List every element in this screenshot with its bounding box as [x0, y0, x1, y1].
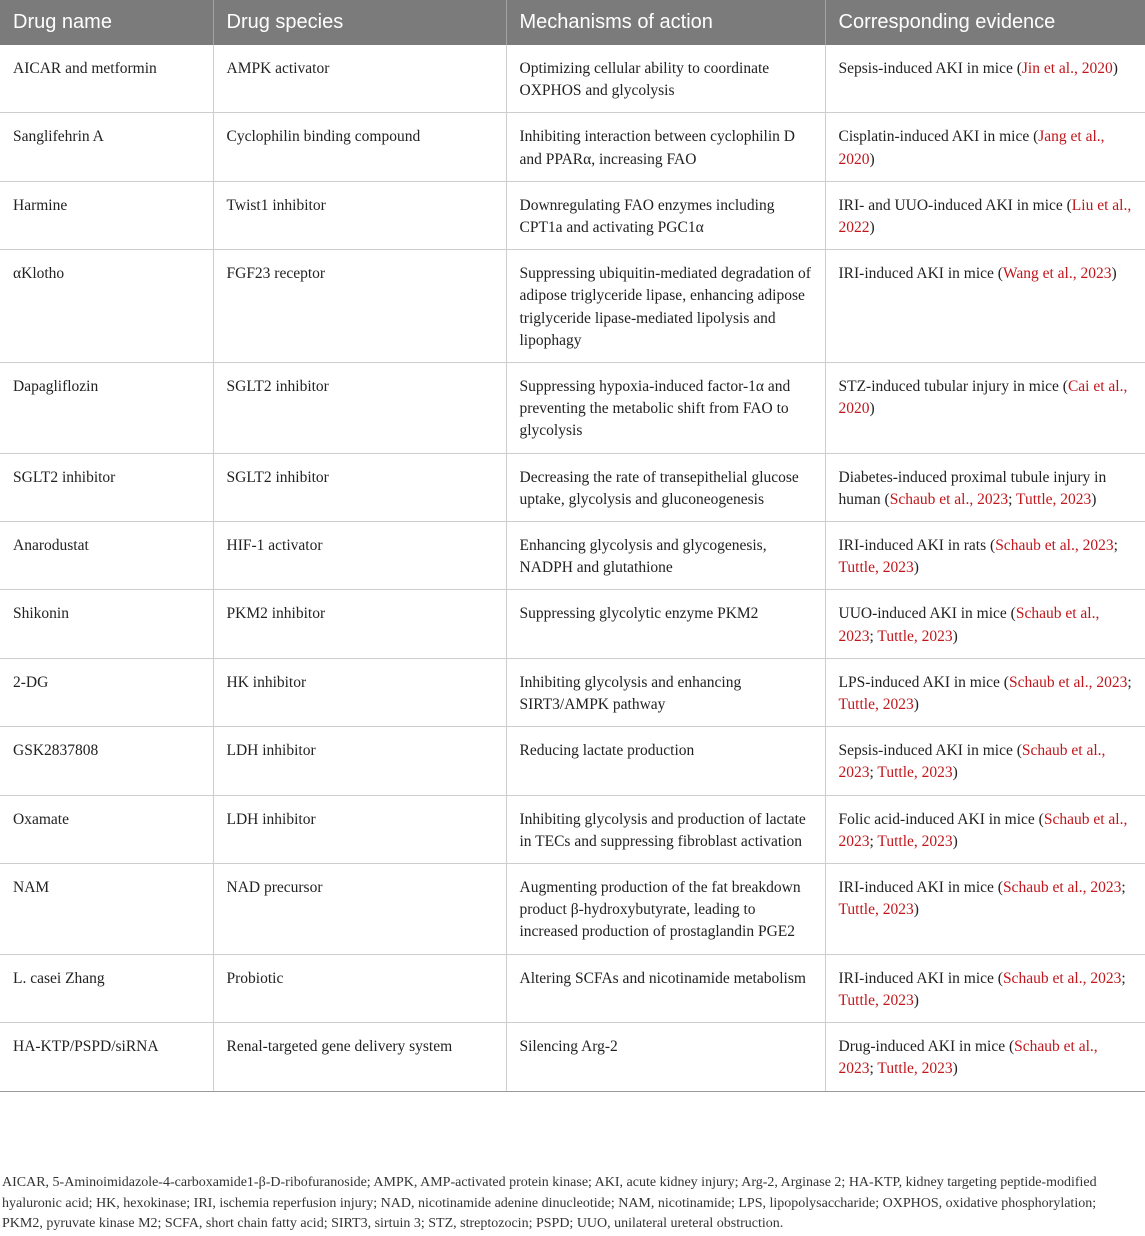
reference-link[interactable]: Schaub et al., 2023 [995, 537, 1114, 555]
evidence-text: ; [869, 764, 878, 782]
evidence-text: ) [869, 400, 875, 418]
cell-drug-species: AMPK activator [213, 45, 506, 113]
cell-drug-species: LDH inhibitor [213, 795, 506, 863]
evidence-text: Diabetes-induced proximal tubule injury in human ( [838, 468, 1107, 508]
cell-mechanism: Suppressing ubiquitin-mediated degradation of adipose triglyceride lipase, enhancing adipose triglyceride lipase-mediated lipolysis and lipophagy [506, 250, 825, 363]
evidence-text: ) [913, 696, 919, 714]
evidence-text: IRI-induced AKI in rats ( [838, 537, 996, 555]
evidence-text: ) [952, 764, 958, 782]
table-row [0, 1023, 1145, 1091]
cell-drug-name: Oxamate [0, 795, 213, 863]
cell-evidence [825, 453, 1145, 521]
reference-link[interactable]: Schaub et al., 2023 [838, 810, 1128, 850]
evidence-text: ) [952, 627, 958, 645]
reference-link[interactable]: Tuttle, 2023 [838, 559, 914, 577]
cell-mechanism: Inhibiting glycolysis and enhancing SIRT3/AMPK pathway [506, 658, 825, 726]
evidence-text: ; [869, 1060, 878, 1078]
cell-drug-species: NAD precursor [213, 864, 506, 955]
cell-drug-species: SGLT2 inhibitor [213, 453, 506, 521]
reference-link[interactable]: Schaub et al., 2023 [838, 605, 1100, 645]
evidence-text: ) [1112, 60, 1118, 77]
evidence-text: ; [1008, 490, 1017, 508]
cell-drug-name: GSK2837808 [0, 727, 213, 795]
cell-mechanism: Inhibiting interaction between cyclophilin D and PPARα, increasing FAO [506, 113, 825, 181]
reference-link[interactable]: Schaub et al., 2023 [838, 742, 1106, 782]
evidence-text: ; [1127, 673, 1132, 691]
cell-evidence [825, 1023, 1145, 1091]
cell-mechanism: Decreasing the rate of transepithelial glucose uptake, glycolysis and gluconeogenesis [506, 453, 825, 521]
cell-drug-species: Renal-targeted gene delivery system [213, 1023, 506, 1091]
evidence-text: ; [869, 627, 878, 645]
table-row [0, 658, 1145, 726]
evidence-text: Sepsis-induced AKI in mice ( [838, 742, 1022, 760]
reference-link[interactable]: Tuttle, 2023 [877, 832, 953, 850]
cell-mechanism: Suppressing glycolytic enzyme PKM2 [506, 590, 825, 658]
reference-link[interactable]: Tuttle, 2023 [877, 764, 953, 782]
cell-drug-name: Anarodustat [0, 522, 213, 590]
evidence-text: ; [1121, 969, 1126, 987]
reference-link[interactable]: Schaub et al., 2023 [1002, 879, 1122, 897]
cell-evidence [825, 522, 1145, 590]
cell-drug-species: HK inhibitor [213, 658, 506, 726]
cell-evidence [825, 363, 1145, 454]
reference-link[interactable]: Tuttle, 2023 [877, 627, 953, 645]
cell-evidence [825, 954, 1145, 1022]
cell-drug-species: LDH inhibitor [213, 727, 506, 795]
evidence-text: Drug-induced AKI in mice ( [838, 1038, 1015, 1056]
table-row [0, 45, 1145, 113]
evidence-text: STZ-induced tubular injury in mice ( [838, 378, 1068, 396]
evidence-text: ; [1121, 879, 1126, 897]
cell-mechanism: Enhancing glycolysis and glycogenesis, NADPH and glutathione [506, 522, 825, 590]
table-row [0, 181, 1145, 249]
cell-mechanism: Inhibiting glycolysis and production of lactate in TECs and suppressing fibroblast activation [506, 795, 825, 863]
cell-mechanism: Augmenting production of the fat breakdown product β-hydroxybutyrate, leading to increased production of prostaglandin PGE2 [506, 864, 825, 955]
header-drug-species: Drug species [213, 0, 506, 45]
cell-mechanism: Suppressing hypoxia-induced factor-1α and preventing the metabolic shift from FAO to glycolysis [506, 363, 825, 454]
reference-link[interactable]: Schaub et al., 2023 [838, 1038, 1098, 1078]
reference-link[interactable]: Cai et al., 2020 [838, 378, 1128, 418]
evidence-text: ) [913, 901, 919, 919]
table-row [0, 363, 1145, 454]
reference-link[interactable]: Jang et al., 2020 [838, 128, 1105, 168]
cell-mechanism: Optimizing cellular ability to coordinate OXPHOS and glycolysis [506, 45, 825, 113]
reference-link[interactable]: Schaub et al., 2023 [889, 490, 1009, 508]
evidence-text: IRI-induced AKI in mice ( [838, 879, 1003, 897]
evidence-text: ) [913, 991, 919, 1009]
cell-drug-species: Twist1 inhibitor [213, 181, 506, 249]
table-row [0, 113, 1145, 181]
reference-link[interactable]: Jin et al., 2020 [1021, 60, 1113, 77]
table-row [0, 250, 1145, 363]
cell-drug-species: PKM2 inhibitor [213, 590, 506, 658]
cell-evidence [825, 795, 1145, 863]
table-row [0, 522, 1145, 590]
evidence-text: ; [869, 832, 878, 850]
cell-evidence [825, 250, 1145, 363]
reference-link[interactable]: Tuttle, 2023 [838, 901, 914, 919]
cell-drug-name: Shikonin [0, 590, 213, 658]
table-body [0, 45, 1145, 1091]
table-row [0, 864, 1145, 955]
evidence-text: LPS-induced AKI in mice ( [838, 673, 1009, 691]
table-row [0, 727, 1145, 795]
table-row [0, 954, 1145, 1022]
cell-evidence [825, 113, 1145, 181]
evidence-text: Folic acid-induced AKI in mice ( [838, 810, 1044, 828]
cell-drug-species: Probiotic [213, 954, 506, 1022]
header-drug-name: Drug name [0, 0, 213, 45]
cell-drug-name: L. casei Zhang [0, 954, 213, 1022]
cell-evidence [825, 181, 1145, 249]
evidence-text: ) [913, 559, 919, 577]
evidence-text: ; [1113, 537, 1118, 555]
evidence-text: UUO-induced AKI in mice ( [838, 605, 1016, 623]
evidence-text: ) [1091, 490, 1097, 508]
table-row [0, 590, 1145, 658]
cell-drug-species: FGF23 receptor [213, 250, 506, 363]
cell-drug-name: Harmine [0, 181, 213, 249]
cell-drug-name: Dapagliflozin [0, 363, 213, 454]
cell-mechanism: Altering SCFAs and nicotinamide metabolism [506, 954, 825, 1022]
cell-drug-name: HA-KTP/PSPD/siRNA [0, 1023, 213, 1091]
cell-drug-species: Cyclophilin binding compound [213, 113, 506, 181]
reference-link[interactable]: Tuttle, 2023 [877, 1060, 953, 1078]
header-mechanisms: Mechanisms of action [506, 0, 825, 45]
evidence-text: IRI- and UUO-induced AKI in mice ( [838, 196, 1072, 214]
cell-drug-species: SGLT2 inhibitor [213, 363, 506, 454]
cell-drug-name: AICAR and metformin [0, 45, 213, 113]
evidence-text: IRI-induced AKI in mice ( [838, 969, 1003, 987]
reference-link[interactable]: Liu et al., 2022 [838, 196, 1132, 237]
evidence-text: ) [869, 219, 875, 237]
table-header-row [0, 0, 1145, 45]
cell-evidence [825, 590, 1145, 658]
evidence-text: Cisplatin-induced AKI in mice ( [838, 128, 1039, 146]
header-evidence: Corresponding evidence [825, 0, 1145, 45]
cell-evidence [825, 45, 1145, 113]
evidence-text: ) [1111, 265, 1117, 283]
reference-link[interactable]: Tuttle, 2023 [838, 991, 914, 1009]
cell-evidence [825, 658, 1145, 726]
reference-link[interactable]: Schaub et al., 2023 [1002, 969, 1122, 987]
table-row [0, 795, 1145, 863]
cell-drug-name: NAM [0, 864, 213, 955]
cell-drug-name: αKlotho [0, 250, 213, 363]
cell-mechanism: Downregulating FAO enzymes including CPT1a and activating PGC1α [506, 181, 825, 249]
cell-drug-name: Sanglifehrin A [0, 113, 213, 181]
table-footnote: AICAR, 5-Aminoimidazole-4-carboxamide1-β-D-ribofuranoside; AMPK, AMP-activated protein kinase; AKI, acute kidney injury; Arg-2, Arginase 2; HA-KTP, kidney targeting peptide-modified hyaluronic acid; HK, hexokinase; IRI, ischemia reperfusion injury; NAD, nicotinamide adenine dinucleotide; NAM, nicotinamide; LPS, lipopolysaccharide; OXPHOS, oxidative phosphorylation; PKM2, pyruvate kinase M2; SCFA, short chain fatty acid; SIRT3, sirtuin 3; STZ, streptozocin; PSPD; UUO, unilateral ureteral obstruction. [2, 1175, 1097, 1231]
evidence-text: ) [952, 1060, 958, 1078]
evidence-text: ) [952, 832, 958, 850]
evidence-text: IRI-induced AKI in mice ( [838, 265, 1003, 283]
table-row [0, 453, 1145, 521]
cell-mechanism: Reducing lactate production [506, 727, 825, 795]
evidence-text: Sepsis-induced AKI in mice ( [838, 60, 1022, 77]
reference-link[interactable]: Tuttle, 2023 [838, 696, 914, 714]
reference-link[interactable]: Wang et al., 2023 [1002, 265, 1112, 283]
evidence-text: ) [869, 150, 875, 168]
cell-drug-name: SGLT2 inhibitor [0, 453, 213, 521]
cell-mechanism: Silencing Arg-2 [506, 1023, 825, 1091]
cell-drug-name: 2-DG [0, 658, 213, 726]
cell-evidence [825, 727, 1145, 795]
cell-drug-species: HIF-1 activator [213, 522, 506, 590]
reference-link[interactable]: Schaub et al., 2023 [1008, 673, 1128, 691]
reference-link[interactable]: Tuttle, 2023 [1016, 490, 1092, 508]
cell-evidence [825, 864, 1145, 955]
